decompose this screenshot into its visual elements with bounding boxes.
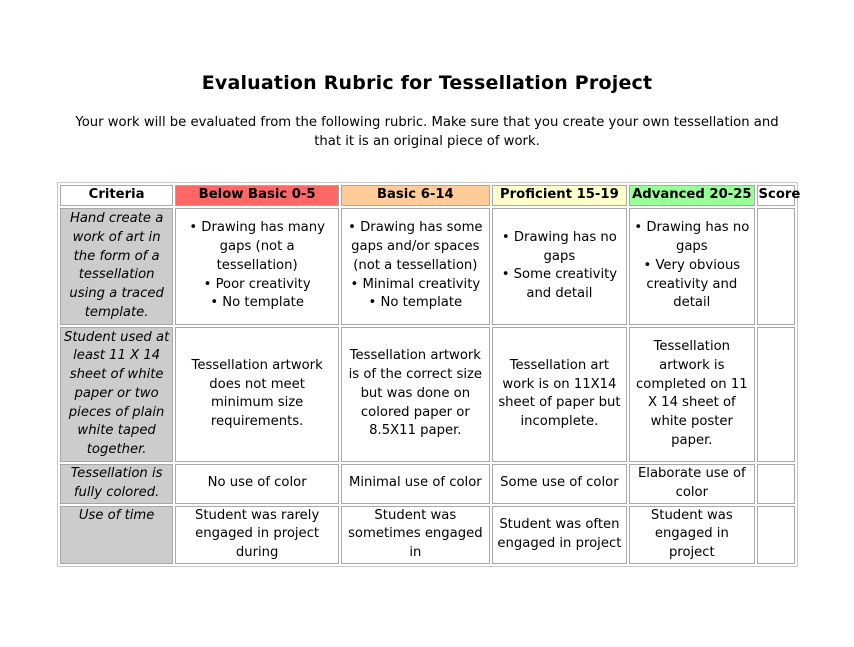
page-title: Evaluation Rubric for Tessellation Project [201, 72, 653, 94]
score-cell[interactable] [757, 464, 795, 504]
criteria-cell: Tessellation is fully colored. [60, 464, 173, 504]
header-advanced: Advanced 20-25 [629, 185, 754, 206]
criteria-cell: Use of time [60, 506, 173, 564]
table-row [60, 327, 795, 462]
score-cell[interactable] [757, 506, 795, 564]
basic-cell: • Drawing has some gaps and/or spaces (not a tessellation) • Minimal creativity • No template [341, 208, 490, 325]
header-row [60, 185, 795, 206]
intro-paragraph: Your work will be evaluated from the following rubric. Make sure that you create your own tessellation and that it is an original piece of work. [75, 115, 779, 149]
criteria-cell: Student used at least 11 X 14 sheet of white paper or two pieces of plain white taped together. [60, 327, 173, 462]
proficient-cell: • Drawing has no gaps • Some creativity and detail [492, 208, 627, 325]
score-cell[interactable] [757, 208, 795, 325]
proficient-cell: Student was often engaged in project [492, 506, 627, 564]
below-basic-cell: Student was rarely engaged in project during [175, 506, 339, 564]
table-row [60, 464, 795, 504]
advanced-cell: • Drawing has no gaps • Very obvious creativity and detail [629, 208, 754, 325]
advanced-cell: Elaborate use of color [629, 464, 754, 504]
score-cell[interactable] [757, 327, 795, 462]
criteria-cell: Hand create a work of art in the form of a tessellation using a traced template. [60, 208, 173, 325]
below-basic-cell: No use of color [175, 464, 339, 504]
rubric-table [57, 182, 801, 567]
table-row [60, 208, 795, 325]
header-criteria: Criteria [60, 185, 173, 206]
basic-cell: Student was sometimes engaged in [341, 506, 490, 564]
below-basic-cell: Tessellation artwork does not meet minimum size requirements. [175, 327, 339, 462]
advanced-cell: Tessellation artwork is completed on 11 X 14 sheet of white poster paper. [629, 327, 754, 462]
basic-cell: Tessellation artwork is of the correct size but was done on colored paper or 8.5X11 paper. [341, 327, 490, 462]
header-proficient: Proficient 15-19 [492, 185, 627, 206]
basic-cell: Minimal use of color [341, 464, 490, 504]
advanced-cell: Student was engaged in project [629, 506, 754, 564]
table-row [60, 506, 795, 564]
header-basic: Basic 6-14 [341, 185, 490, 206]
header-score: Score [757, 185, 795, 206]
header-below-basic: Below Basic 0-5 [175, 185, 339, 206]
below-basic-cell: • Drawing has many gaps (not a tessellation) • Poor creativity • No template [175, 208, 339, 325]
proficient-cell: Tessellation art work is on 11X14 sheet of paper but incomplete. [492, 327, 627, 462]
proficient-cell: Some use of color [492, 464, 627, 504]
